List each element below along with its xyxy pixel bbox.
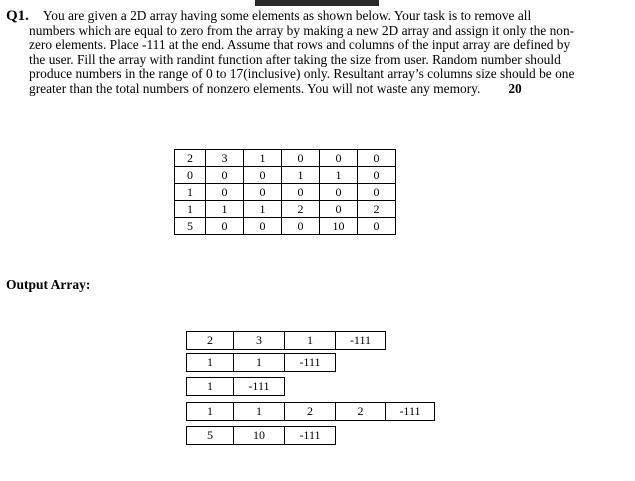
output-row bbox=[186, 402, 435, 421]
table-cell: 0 bbox=[206, 218, 244, 235]
table-cell: 2 bbox=[358, 201, 396, 218]
output-row bbox=[186, 331, 386, 350]
output-cell: 1 bbox=[284, 331, 336, 350]
question-line-2: numbers which are equal to zero from the array by making a new 2D array and assign it only the non- bbox=[29, 22, 575, 38]
output-cell: 2 bbox=[284, 402, 336, 421]
question-line-6: greater than the total numbers of nonzero elements. You will not waste any memory. 20 bbox=[29, 80, 522, 96]
question-line-1: Q1. You are given a 2D array having some elements as shown below. Your task is to remove all bbox=[6, 8, 532, 24]
table-cell: 0 bbox=[358, 184, 396, 201]
output-cell: 2 bbox=[335, 402, 386, 421]
output-cell: 5 bbox=[186, 426, 234, 445]
output-array-label: Output Array: bbox=[6, 277, 91, 292]
output-cell: 2 bbox=[186, 331, 234, 350]
output-cell: 1 bbox=[186, 353, 234, 372]
output-row bbox=[186, 426, 336, 445]
table-cell: 1 bbox=[244, 150, 282, 167]
table-cell: 0 bbox=[175, 167, 206, 184]
table-row bbox=[175, 201, 396, 218]
table-cell: 0 bbox=[320, 150, 358, 167]
table-cell: 0 bbox=[244, 218, 282, 235]
output-cell: -111 bbox=[233, 377, 285, 396]
table-cell: 1 bbox=[175, 201, 206, 218]
question-marks: 20 bbox=[508, 80, 522, 96]
output-cell: 1 bbox=[233, 402, 285, 421]
table-cell: 0 bbox=[320, 184, 358, 201]
table-cell: 2 bbox=[175, 150, 206, 167]
table-cell: 1 bbox=[206, 201, 244, 218]
question-line-3: zero elements. Place -111 at the end. Assume that rows and columns of the input array are defined by bbox=[29, 37, 571, 53]
table-cell: 0 bbox=[358, 167, 396, 184]
table-cell: 2 bbox=[282, 201, 320, 218]
header-bar bbox=[255, 0, 379, 6]
question-text bbox=[6, 9, 618, 97]
output-row bbox=[186, 353, 336, 372]
table-cell: 0 bbox=[358, 150, 396, 167]
table-cell: 3 bbox=[206, 150, 244, 167]
question-line-5: produce numbers in the range of 0 to 17(inclusive) only. Resultant array’s columns size should be one bbox=[29, 66, 575, 82]
table-cell: 0 bbox=[206, 184, 244, 201]
table-row bbox=[175, 167, 396, 184]
table-cell: 0 bbox=[358, 218, 396, 235]
question-number: Q1. bbox=[6, 8, 29, 24]
output-cell: -111 bbox=[284, 353, 336, 372]
output-cell: -111 bbox=[385, 402, 435, 421]
table-cell: 10 bbox=[320, 218, 358, 235]
output-cell: 3 bbox=[233, 331, 285, 350]
table-row bbox=[175, 150, 396, 167]
input-array-table bbox=[174, 149, 396, 235]
question-line-4: the user. Fill the array with randint function after taking the size from user. Random number should bbox=[29, 51, 561, 67]
output-cell: 10 bbox=[233, 426, 285, 445]
table-cell: 1 bbox=[244, 201, 282, 218]
output-cell: 1 bbox=[186, 402, 234, 421]
table-cell: 0 bbox=[320, 201, 358, 218]
output-cell: -111 bbox=[284, 426, 336, 445]
table-cell: 0 bbox=[206, 167, 244, 184]
output-cell: -111 bbox=[335, 331, 386, 350]
table-cell: 1 bbox=[282, 167, 320, 184]
table-row bbox=[175, 184, 396, 201]
table-cell: 0 bbox=[244, 167, 282, 184]
table-cell: 0 bbox=[282, 150, 320, 167]
table-cell: 0 bbox=[282, 184, 320, 201]
table-row bbox=[175, 218, 396, 235]
output-cell: 1 bbox=[233, 353, 285, 372]
table-cell: 0 bbox=[282, 218, 320, 235]
table-cell: 1 bbox=[175, 184, 206, 201]
output-cell: 1 bbox=[186, 377, 234, 396]
output-row bbox=[186, 377, 285, 396]
table-cell: 0 bbox=[244, 184, 282, 201]
table-cell: 1 bbox=[320, 167, 358, 184]
table-cell: 5 bbox=[175, 218, 206, 235]
